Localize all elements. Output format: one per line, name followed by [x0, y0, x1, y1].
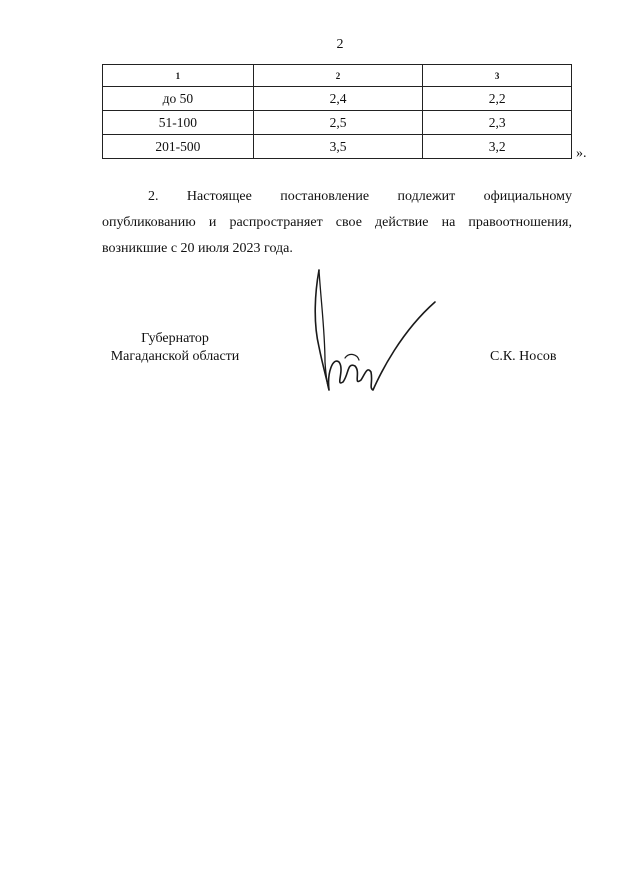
paragraph-line: опубликованию и распространяет свое действие на правоотношения,: [102, 215, 572, 230]
table-cell: 2,2: [423, 87, 572, 111]
table-row: [103, 111, 572, 135]
table-cell: 2,4: [253, 87, 423, 111]
paragraph-line: возникшие с 20 июля 2023 года.: [102, 241, 293, 256]
page-number: 2: [336, 37, 344, 52]
resolution-paragraph: [102, 184, 572, 262]
title-line: Губернатор: [141, 331, 209, 346]
table-header-cell: 2: [253, 65, 423, 87]
title-line: Магаданской области: [110, 349, 240, 364]
table-row: [103, 135, 572, 159]
table-header-cell: 1: [103, 65, 254, 87]
table-cell: до 50: [103, 87, 254, 111]
table-cell: 2,5: [253, 111, 423, 135]
signer-name: С.К. Носов: [490, 349, 557, 364]
table-header-row: [103, 65, 572, 87]
table-cell: 201-500: [103, 135, 254, 159]
governor-title: [100, 330, 250, 366]
paragraph-line: 2. Настоящее постановление подлежит официальному: [148, 189, 572, 204]
table-row: [103, 87, 572, 111]
table-cell: 2,3: [423, 111, 572, 135]
table-cell: 51-100: [103, 111, 254, 135]
rate-table: [102, 64, 572, 159]
handwritten-signature: [305, 262, 445, 402]
closing-quote: ».: [576, 146, 587, 161]
table-cell: 3,2: [423, 135, 572, 159]
table-header-cell: 3: [423, 65, 572, 87]
table-cell: 3,5: [253, 135, 423, 159]
